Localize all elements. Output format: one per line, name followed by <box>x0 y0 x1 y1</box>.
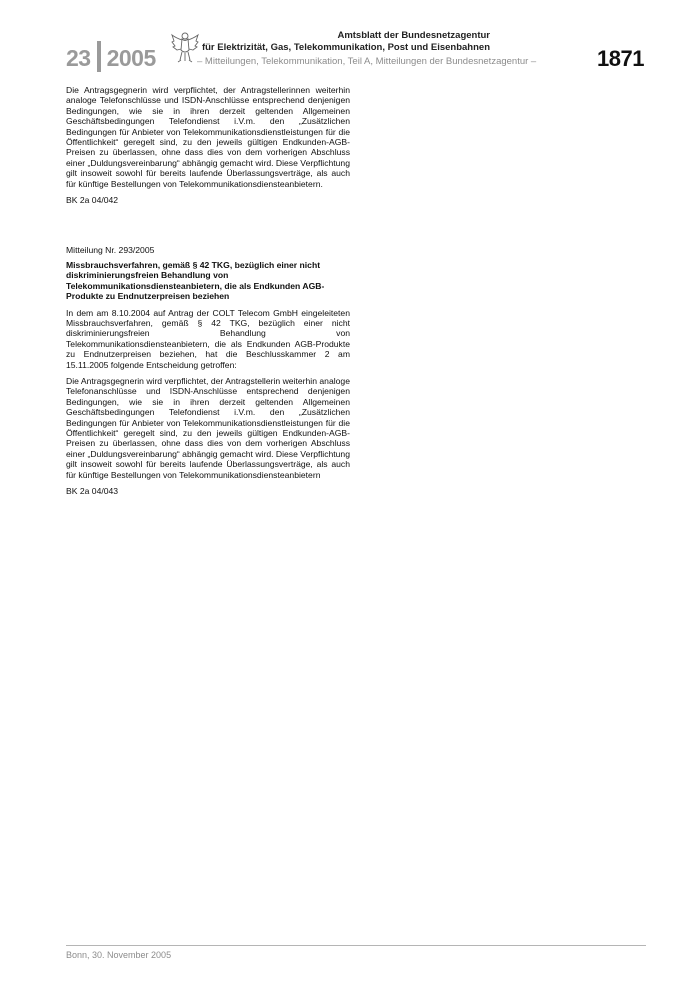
issue-badge <box>66 44 156 72</box>
intro-paragraph: Die Antragsgegnerin wird verpflichtet, der Antragstellerinnen weiterhin analoge Telefonschlüsse und ISDN-Anschlüsse entsprechend denjenigen Bedingungen, wie sie in ihren derzeit geltenden Allgemeinen Geschäftsbedingungen Telefondienst i.V.m. den „Zusätzlichen Bedingungen für Anbieter von Telekommunikationsdienstleistungen für die Öffentlichkeit“ geregelt sind, zu den jeweils gültigen Endkunden-AGB-Preisen zu überlassen, ohne dass dies von dem vorherigen Abschluss einer „Duldungsvereinbarung“ abhängig gemacht wird. Diese Verpflichtung gilt insoweit sowohl für bereits laufende Überlassungsverträge, als auch für künftige Bestellungen von Telekommunikationsdiensteanbietern. <box>66 85 350 189</box>
footer-divider <box>66 945 646 946</box>
issue-year: 2005 <box>106 45 156 71</box>
issue-divider <box>97 41 101 72</box>
journal-subtitle: für Elektrizität, Gas, Telekommunikation, Post und Eisenbahnen <box>201 42 490 53</box>
notice-paragraph-2: Die Antragsgegnerin wird verpflichtet, der Antragstellerin weiterhin analoge Telefonanschlüsse und ISDN-Anschlüsse entsprechend denjenigen Bedingungen, wie sie in ihren derzeit geltenden Allgemeinen Geschäftsbedingungen Telefondienst i.V.m. den „Zusätzlichen Bedingungen für Anbieter von Telekommunikationsdienstleistungen für die Öffentlichkeit“ geregelt sind, zu den jeweils gültigen Endkunden-AGB-Preisen zu überlassen, ohne dass dies von dem vorherigen Abschluss einer „Duldungsvereinbarung“ abhängig gemacht wird. Diese Verpflichtung gilt insoweit sowohl für bereits laufende Überlassungsverträge, als auch für künftige Bestellungen von Telekommunikationsdiensteanbietern <box>66 375 350 480</box>
text-column <box>66 85 350 502</box>
notice-heading: Missbrauchsverfahren, gemäß § 42 TKG, bezüglich einer nicht diskriminierungsfreien Behandlung von Telekommunikationsdiensteanbietern, die als Endkunden AGB-Produkte zu Endnutzerpreisen beziehen <box>66 259 325 302</box>
notice-number: Mitteilung Nr. 293/2005 <box>66 245 155 256</box>
notice-paragraph-1: In dem am 8.10.2004 auf Antrag der COLT Telecom GmbH eingeleiteten Missbrauchsverfahren, gemäß § 42 TKG, bezüglich einer nicht diskriminierungsfreien Behandlung von Telekommunikationsdiensteanbietern, die als Endkunden AGB-Produkte zu Endnutzerpreisen beziehen, hat die Beschlusskammer 2 am 15.11.2005 folgende Entscheidung getroffen: <box>66 307 350 370</box>
section-line: – Mitteilungen, Telekommunikation, Teil A, Mitteilungen der Bundesnetzagentur – <box>197 56 537 67</box>
notice-reference: BK 2a 04/043 <box>66 486 119 496</box>
footer-date: Bonn, 30. November 2005 <box>66 950 172 960</box>
federal-eagle-icon <box>170 30 200 64</box>
page-number: 1871 <box>597 46 644 71</box>
intro-reference: BK 2a 04/042 <box>66 195 119 206</box>
issue-number: 23 <box>66 45 91 71</box>
journal-title: Amtsblatt der Bundesnetzagentur <box>337 30 490 41</box>
